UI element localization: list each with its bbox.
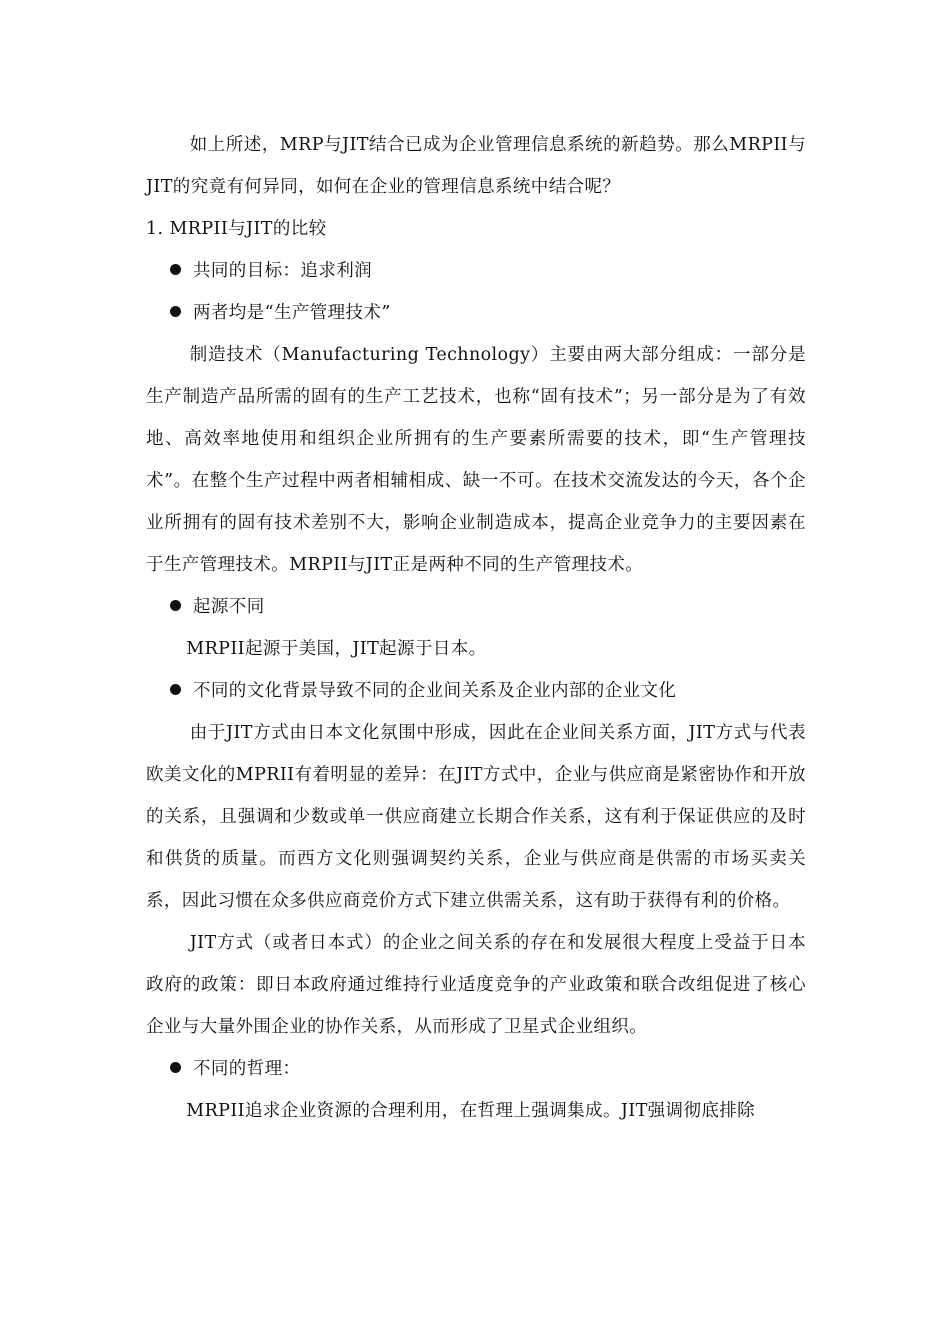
- bullet-dot-icon: [170, 264, 181, 275]
- bullet-item: [146, 292, 806, 334]
- section-heading: 1. MRPII与JIT的比较: [146, 219, 327, 239]
- bullet-text: 两者均是“生产管理技术”: [193, 303, 391, 323]
- bullet-item: [146, 250, 806, 292]
- policy-paragraph: JIT方式（或者日本式）的企业之间关系的存在和发展很大程度上受益于日本政府的政策：即日本政府通过维持行业适度竞争的产业政策和联合改组促进了核心企业与大量外围企业的协作关系，从而形成了卫星式企业组织。: [146, 933, 806, 1037]
- bullet-dot-icon: [170, 684, 181, 695]
- origin-paragraph: MRPII起源于美国，JIT起源于日本。: [186, 639, 487, 659]
- document-page: [146, 124, 806, 1132]
- bullet-text: 共同的目标：追求利润: [193, 261, 372, 281]
- bullet-text: 不同的哲理：: [193, 1059, 301, 1079]
- philosophy-paragraph: MRPII追求企业资源的合理利用，在哲理上强调集成。JIT强调彻底排除: [186, 1101, 756, 1121]
- bullet-text: 不同的文化背景导致不同的企业间关系及企业内部的企业文化: [193, 681, 677, 701]
- bullet-item: [146, 1048, 806, 1090]
- bullet-dot-icon: [170, 1062, 181, 1073]
- tech-paragraph: 制造技术（Manufacturing Technology）主要由两大部分组成：一部分是生产制造产品所需的固有的生产工艺技术，也称“固有技术”；另一部分是为了有效地、高效率地使用和组织企业所拥有的生产要素所需要的技术，即“生产管理技术”。在整个生产过程中两者相辅相成、缺一不可。在技术交流发达的今天，各个企业所拥有的固有技术差别不大，影响企业制造成本，提高企业竞争力的主要因素在于生产管理技术。MRPII与JIT正是两种不同的生产管理技术。: [146, 345, 806, 575]
- bullet-text: 起源不同: [193, 597, 265, 617]
- culture-paragraph: 由于JIT方式由日本文化氛围中形成，因此在企业间关系方面，JIT方式与代表欧美文化的MPRII有着明显的差异：在JIT方式中，企业与供应商是紧密协作和开放的关系，且强调和少数或单一供应商建立长期合作关系，这有利于保证供应的及时和供货的质量。而西方文化则强调契约关系，企业与供应商是供需的市场买卖关系，因此习惯在众多供应商竞价方式下建立供需关系，这有助于获得有利的价格。: [146, 723, 806, 911]
- intro-paragraph: 如上所述，MRP与JIT结合已成为企业管理信息系统的新趋势。那么MRPII与JIT的究竟有何异同，如何在企业的管理信息系统中结合呢？: [146, 135, 806, 197]
- bullet-item: [146, 586, 806, 628]
- bullet-dot-icon: [170, 600, 181, 611]
- bullet-dot-icon: [170, 306, 181, 317]
- bullet-item: [146, 670, 806, 712]
